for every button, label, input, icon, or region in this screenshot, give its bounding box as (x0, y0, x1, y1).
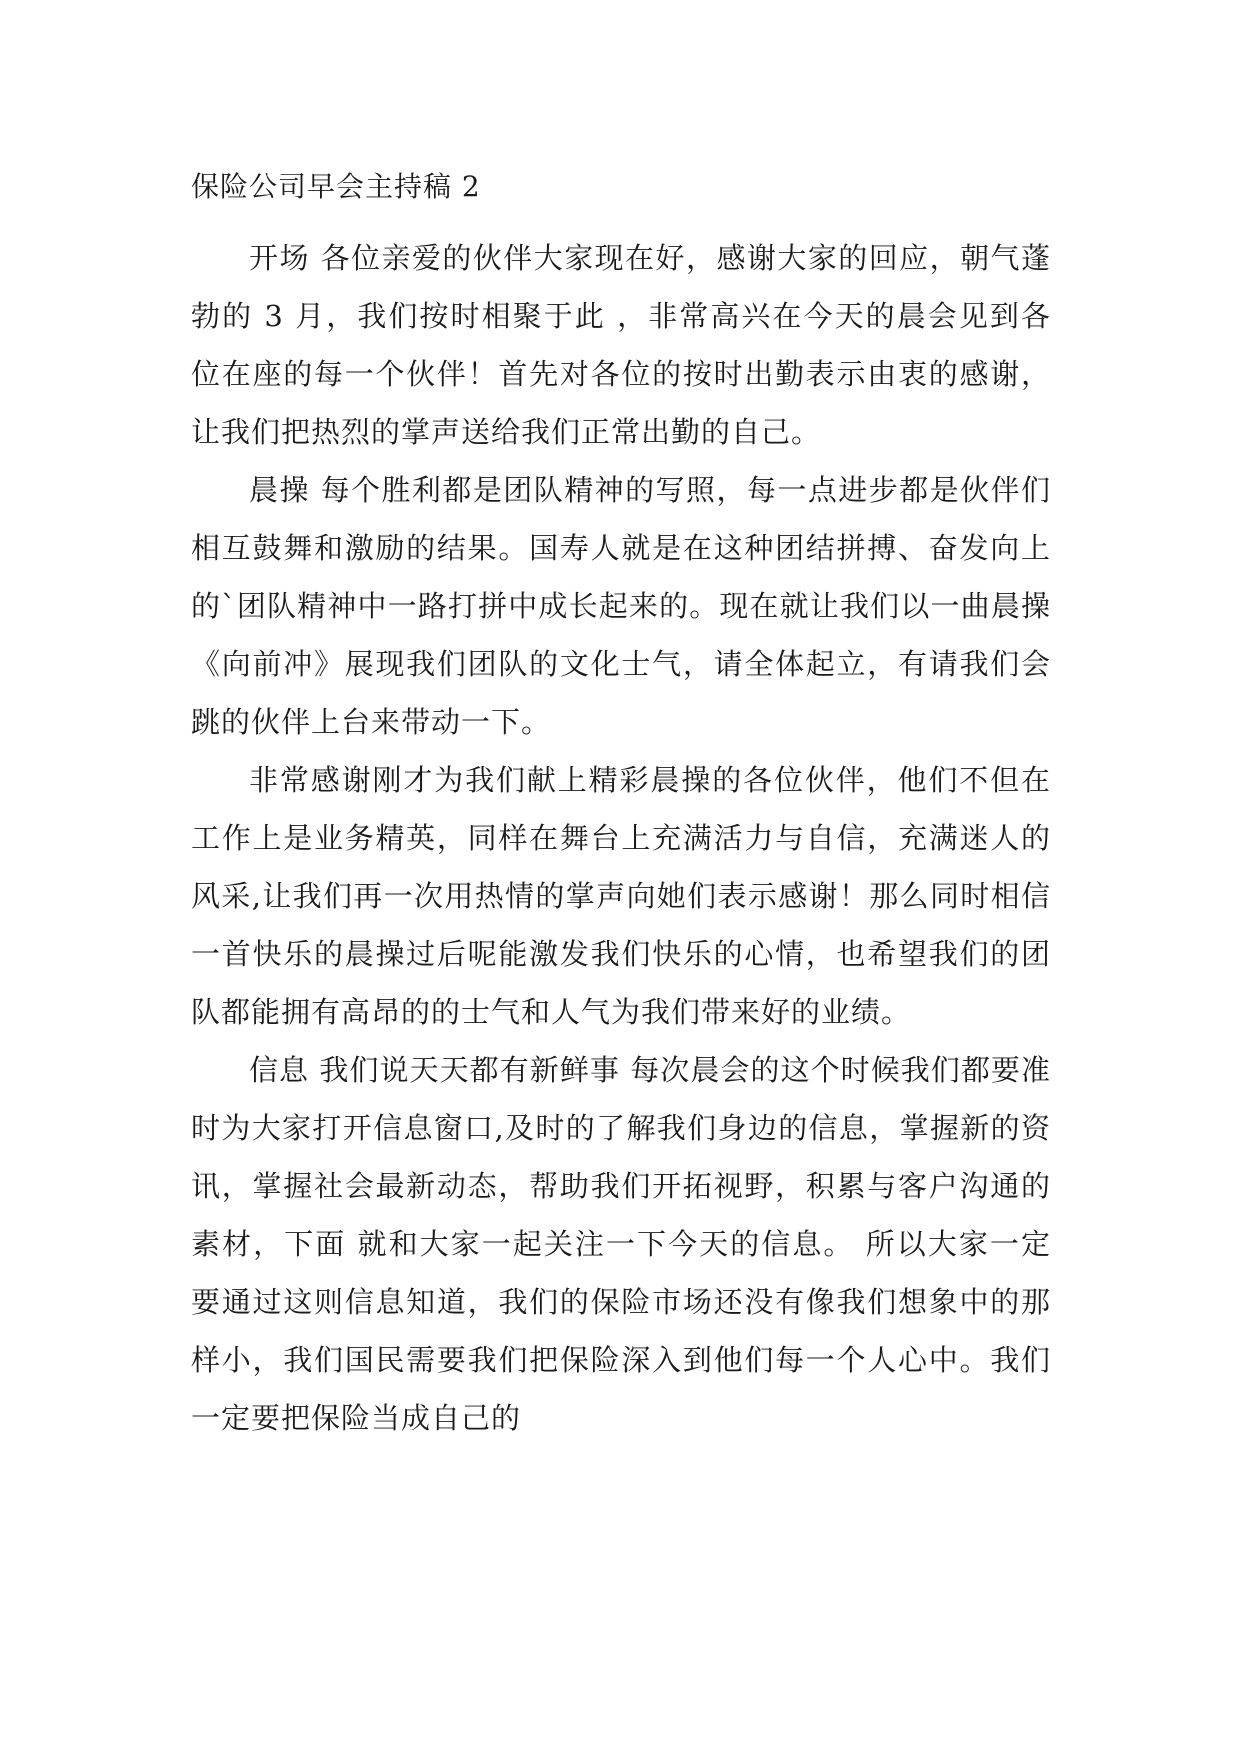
paragraph-thanks: 非常感谢刚才为我们献上精彩晨操的各位伙伴，他们不但在工作上是业务精英，同样在舞台上充满活力与自信，充满迷人的风采,让我们再一次用热情的掌声向她们表示感谢！那么同时相信一首快乐的晨操过后呢能激发我们快乐的心情，也希望我们的团队都能拥有高昂的的士气和人气为我们带来好的业绩。 (191, 763, 1051, 1029)
document-body (191, 165, 1051, 1447)
paragraph-morning-exercise: 晨操 每个胜利都是团队精神的写照，每一点进步都是伙伴们相互鼓舞和激励的结果。国寿人就是在这种团结拼搏、奋发向上的`团队精神中一路打拼中成长起来的。现在就让我们以一曲晨操 《向前冲》展现我们团队的文化士气，请全体起立，有请我们会跳的伙伴上台来带动一下。 (191, 473, 1051, 739)
document-title: 保险公司早会主持稿 2 (191, 170, 481, 203)
paragraph-opening: 开场 各位亲爱的伙伴大家现在好，感谢大家的回应，朝气蓬勃的 3 月，我们按时相聚于此 ，非常高兴在今天的晨会见到各位在座的每一个伙伴！首先对各位的按时出勤表示由衷的感谢，让我们把热烈的掌声送给我们正常出勤的自己。 (191, 241, 1051, 449)
paragraph-information: 信息 我们说天天都有新鲜事 每次晨会的这个时候我们都要准时为大家打开信息窗口,及时的了解我们身边的信息，掌握新的资讯，掌握社会最新动态，帮助我们开拓视野，积累与客户沟通的素材，下面 就和大家一起关注一下今天的信息。 所以大家一定要通过这则信息知道，我们的保险市场还没有像我们想象中的那样小，我们国民需要我们把保险深入到他们每一个人心中。我们一定要把保险当成自己的 (191, 1053, 1051, 1435)
